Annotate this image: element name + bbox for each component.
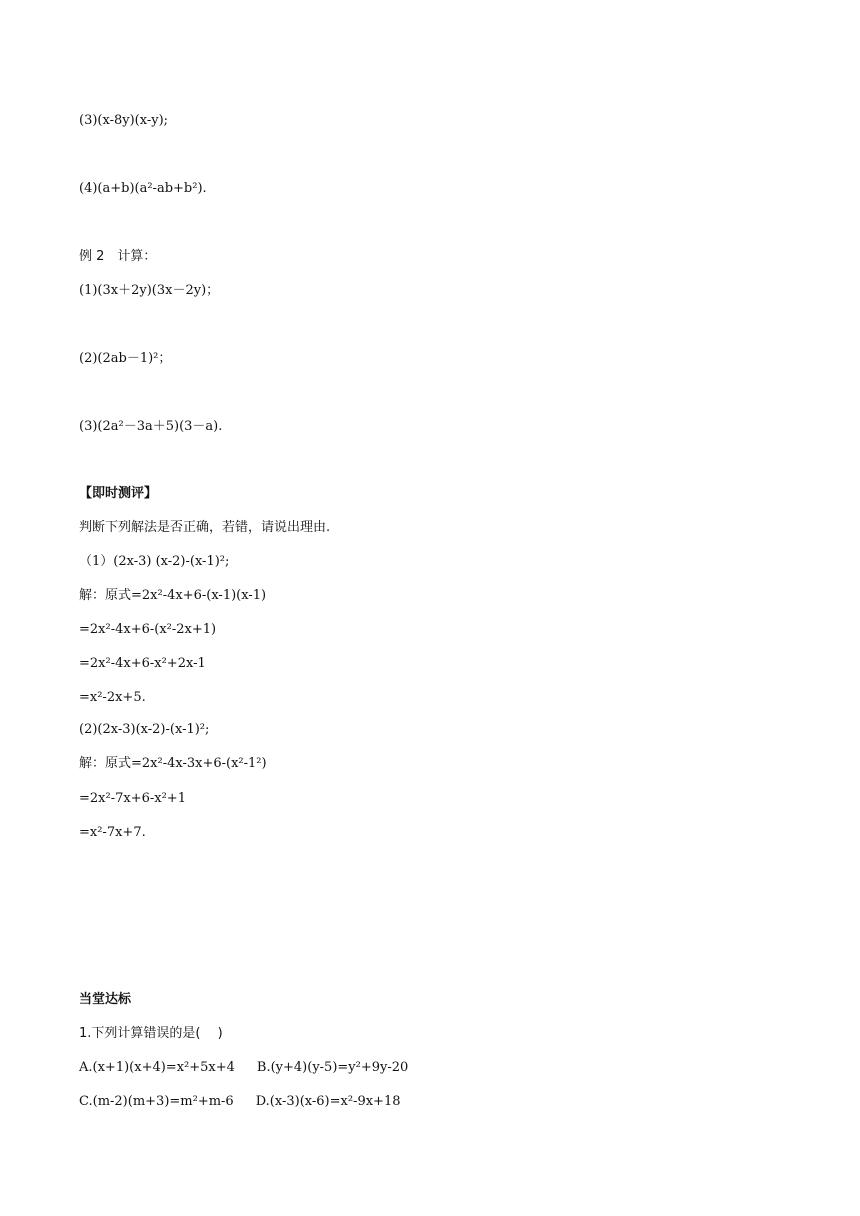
example2-item-2: (2)(2ab－1)²； [79,351,172,366]
quiz-question-2: (2)(2x-3)(x-2)-(x-1)²; [79,722,210,737]
option-c: C.(m-2)(m+3)=m²+m-6 [79,1094,234,1109]
example2-heading: 例 2 计算： [79,249,157,264]
option-d: D.(x-3)(x-6)=x²-9x+18 [255,1094,401,1109]
practice-heading: 当堂达标 [79,992,132,1007]
quiz-prompt: 判断下列解法是否正确，若错，请说出理由. [79,520,331,535]
quiz-heading: 【即时测评】 [79,486,158,501]
quiz-q1-solution-line-3: =2x²-4x+6-x²+2x-1 [79,656,206,671]
option-a: A.(x+1)(x+4)=x²+5x+4 [79,1060,235,1075]
practice-question-1: 1.下列计算错误的是( ) [79,1026,223,1041]
quiz-q2-solution-line-2: =2x²-7x+6-x²+1 [79,791,186,806]
example2-item-3: (3)(2a²－3a＋5)(3－a). [79,419,223,434]
example1-item-3: (3)(x-8y)(x-y); [79,113,169,128]
quiz-q1-solution-line-1: 解：原式=2x²-4x+6-(x-1)(x-1) [79,588,267,603]
quiz-q1-solution-line-2: =2x²-4x+6-(x²-2x+1) [79,622,217,637]
quiz-q2-solution-line-3: =x²-7x+7. [79,825,146,840]
practice-options-cd [79,1093,400,1111]
quiz-question-1: （1）(2x-3) (x-2)-(x-1)²; [79,554,230,569]
practice-options-ab [79,1059,408,1077]
option-b: B.(y+4)(y-5)=y²+9y-20 [256,1060,409,1075]
example2-item-1: (1)(3x＋2y)(3x－2y)； [79,283,220,298]
quiz-q2-solution-line-1: 解：原式=2x²-4x-3x+6-(x²-1²) [79,756,267,771]
quiz-q1-solution-line-4: =x²-2x+5. [79,690,146,705]
example1-item-4: (4)(a+b)(a²-ab+b²). [79,181,207,196]
